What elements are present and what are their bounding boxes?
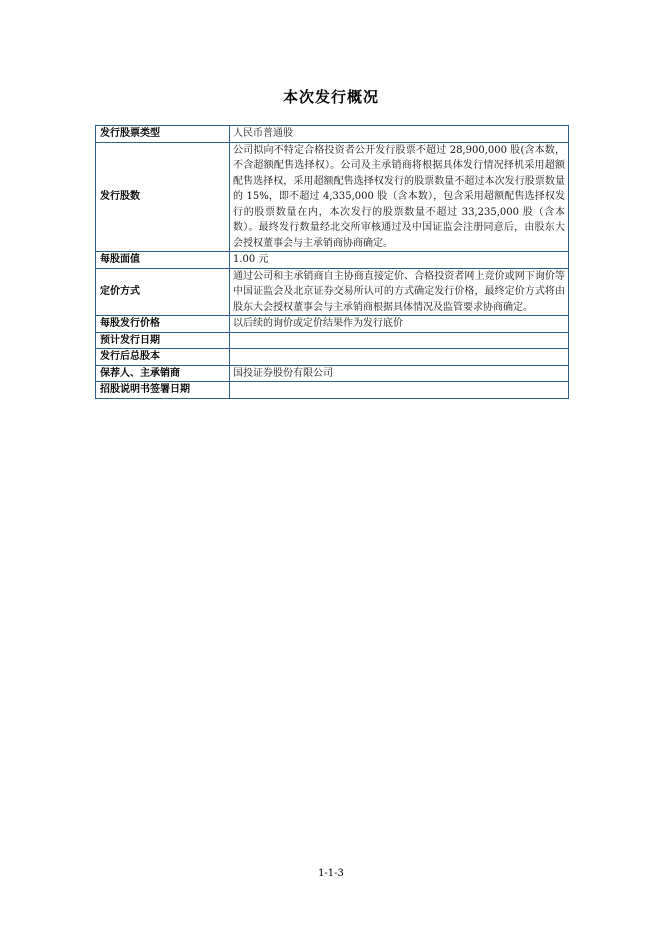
row-value	[230, 349, 569, 366]
table-row	[96, 268, 569, 316]
row-label: 预计发行日期	[96, 332, 230, 349]
row-label: 发行后总股本	[96, 349, 230, 366]
table-row	[96, 365, 569, 382]
table-row	[96, 332, 569, 349]
row-label: 发行股票类型	[96, 126, 230, 143]
row-value: 1.00 元	[230, 252, 569, 269]
row-value	[230, 332, 569, 349]
row-label: 定价方式	[96, 268, 230, 316]
row-value	[230, 382, 569, 399]
row-label: 招股说明书签署日期	[96, 382, 230, 399]
table-row	[96, 349, 569, 366]
table-row	[96, 316, 569, 333]
table-row	[96, 382, 569, 399]
row-value: 以后续的询价或定价结果作为发行底价	[230, 316, 569, 333]
page-number: 1-1-3	[318, 868, 344, 879]
page-title: 本次发行概况	[282, 88, 379, 106]
row-value: 通过公司和主承销商自主协商直接定价、合格投资者网上竞价或网下询价等中国证监会及北京证券交易所认可的方式确定发行价格，最终定价方式将由股东大会授权董事会与主承销商根据具体情况及监管要求协商确定。	[230, 268, 569, 316]
row-value: 公司拟向不特定合格投资者公开发行股票不超过 28,900,000 股(含本数，不含超额配售选择权）。公司及主承销商将根据具体发行情况择机采用超额配售选择权，采用超额配售选择权发行的股票数量不超过本次发行股票数量的 15%，即不超过 4,335,000 股（含本数），包含采用超额配售选择权发行的股票数量在内，本次发行的股票数量不超过 33,235,000 股（含本数）。最终发行数量经北交所审核通过及中国证监会注册同意后，由股东大会授权董事会与主承销商协商确定。	[230, 142, 569, 252]
row-value: 国投证券股份有限公司	[230, 365, 569, 382]
table-row	[96, 252, 569, 269]
table-row	[96, 142, 569, 252]
row-label: 每股发行价格	[96, 316, 230, 333]
offering-summary-table	[95, 125, 569, 399]
table-row	[96, 126, 569, 143]
row-label: 保荐人、主承销商	[96, 365, 230, 382]
row-label: 发行股数	[96, 142, 230, 252]
row-value: 人民币普通股	[230, 126, 569, 143]
row-label: 每股面值	[96, 252, 230, 269]
